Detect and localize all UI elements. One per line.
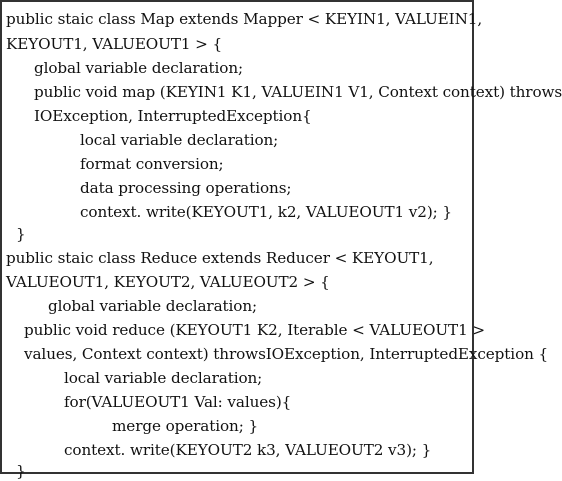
code-line-1: public staic class Map extends Mapper < KEYIN1, VALUEIN1, [6, 10, 483, 28]
code-line-13: global variable declaration; [48, 297, 258, 315]
code-line-5: IOException, InterruptedException{ [34, 107, 312, 125]
code-line-2: KEYOUT1, VALUEOUT1 > { [6, 35, 223, 53]
code-line-3: global variable declaration; [34, 59, 244, 77]
code-line-17: for(VALUEOUT1 Val: values){ [64, 393, 292, 411]
code-line-19: context. write(KEYOUT2 k3, VALUEOUT2 v3); } [64, 441, 432, 459]
code-line-14: public void reduce (KEYOUT1 K2, Iterable < VALUEOUT1 > [24, 321, 485, 339]
code-line-10: } [16, 225, 26, 243]
code-line-20: } [16, 462, 26, 480]
code-line-4: public void map (KEYIN1 K1, VALUEIN1 V1, Context context) throws [34, 83, 562, 101]
code-line-12: VALUEOUT1, KEYOUT2, VALUEOUT2 > { [6, 273, 330, 291]
code-line-15: values, Context context) throwsIOException, InterruptedException { [24, 345, 549, 363]
code-line-6: local variable declaration; [80, 131, 279, 149]
code-line-9: context. write(KEYOUT1, k2, VALUEOUT1 v2); } [80, 203, 452, 221]
code-line-8: data processing operations; [80, 179, 292, 197]
code-line-18: merge operation; } [112, 417, 259, 435]
code-line-16: local variable declaration; [64, 369, 263, 387]
code-line-11: public staic class Reduce extends Reducer < KEYOUT1, [6, 249, 434, 267]
code-line-7: format conversion; [80, 155, 224, 173]
